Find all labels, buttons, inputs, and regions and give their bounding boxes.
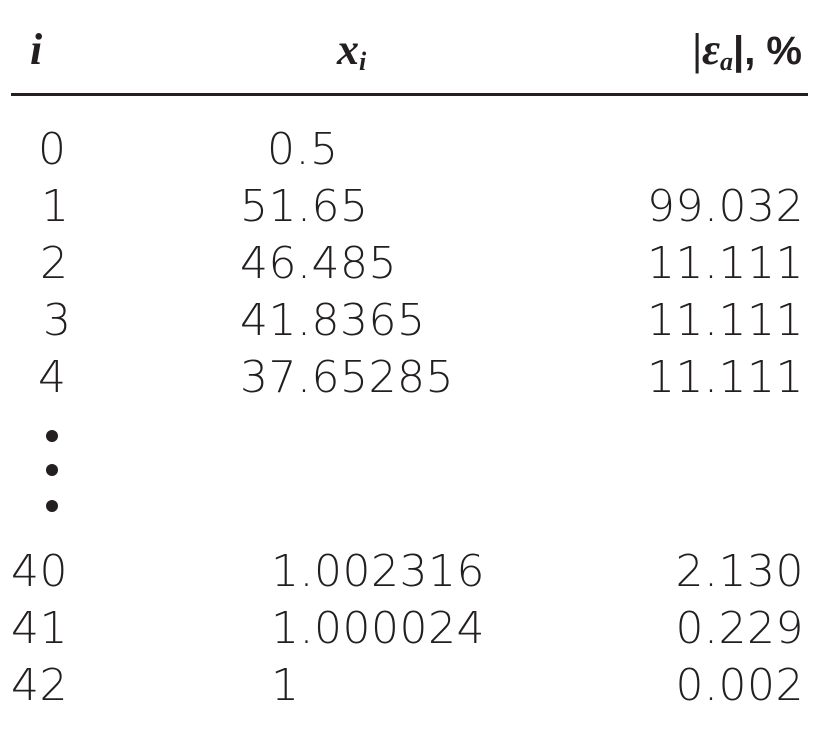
cell-x: 0.5 (267, 124, 339, 175)
table-row (0, 179, 818, 235)
cell-x: 1 (271, 660, 300, 711)
table-row (0, 122, 818, 178)
header-x-symbol: x (337, 25, 359, 74)
table-row (0, 350, 818, 406)
cell-i: 1 (41, 181, 70, 232)
cell-i: 3 (43, 295, 72, 346)
table-row (0, 601, 818, 657)
cell-x: 1.002316 (271, 546, 485, 597)
header-x-subscript: i (359, 47, 367, 76)
cell-error: 0.002 (675, 660, 804, 711)
header-error-prefix: | (692, 25, 702, 74)
cell-x: 46.485 (240, 238, 397, 289)
cell-error: 11.111 (647, 238, 804, 289)
header-divider (11, 93, 808, 96)
cell-error: 11.111 (647, 352, 804, 403)
cell-error: 99.032 (647, 181, 804, 232)
cell-i: 0 (38, 124, 67, 175)
header-i: i (30, 25, 43, 74)
cell-i: 4 (38, 352, 67, 403)
cell-x: 37.65285 (240, 352, 454, 403)
cell-x: 41.8365 (240, 295, 426, 346)
table-row (0, 544, 818, 600)
header-error-symbol: ε (701, 25, 721, 74)
table-row (0, 236, 818, 292)
cell-x: 1.000024 (271, 603, 485, 654)
table-row (0, 293, 818, 349)
cell-error: 0.229 (675, 603, 804, 654)
header-error-subscript: a (720, 47, 734, 76)
header-error-suffix: |, % (733, 29, 802, 73)
table-header (0, 18, 818, 82)
table-row (0, 658, 818, 714)
cell-i: 40 (11, 546, 68, 597)
cell-x: 51.65 (240, 181, 369, 232)
vertical-ellipsis-icon (46, 430, 60, 520)
ellipsis-dot (46, 464, 58, 476)
cell-error: 11.111 (647, 295, 804, 346)
ellipsis-dot (46, 430, 58, 442)
cell-i: 41 (11, 603, 68, 654)
cell-error: 2.130 (675, 546, 804, 597)
cell-i: 2 (40, 238, 69, 289)
header-error (692, 24, 802, 75)
cell-i: 42 (11, 660, 68, 711)
ellipsis-dot (46, 500, 58, 512)
header-x (337, 24, 366, 75)
